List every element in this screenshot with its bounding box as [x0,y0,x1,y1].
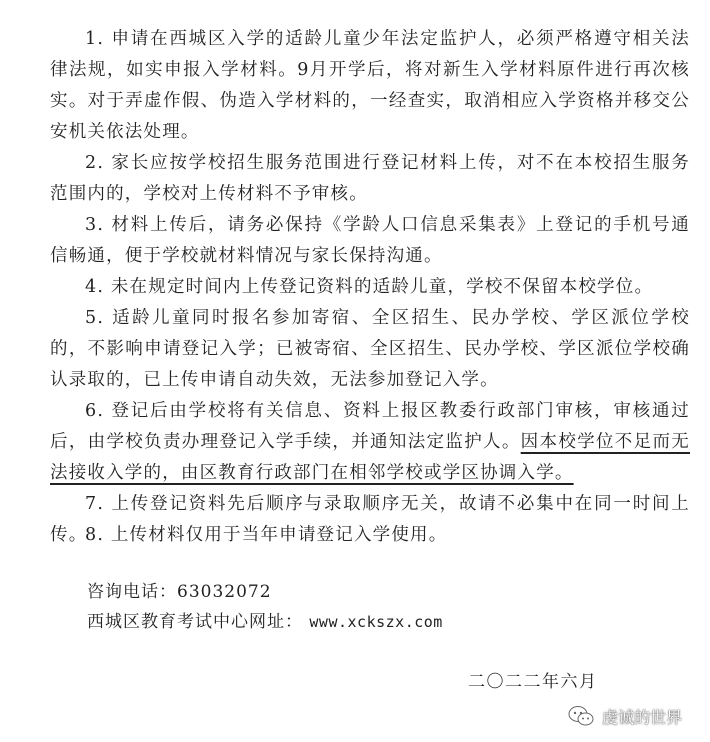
website-url[interactable]: www.xckszx.com [309,613,443,631]
paragraph-8 [50,520,690,551]
paragraph-5-text: 5. 适龄儿童同时报名参加寄宿、全区招生、民办学校、学区派位学校的，不影响申请登记入学；已被寄宿、全区招生、民办学校、学区派位学校确认录取的，已上传申请自动失效，无法参加登记入学。 [50,308,690,390]
paragraph-2 [50,148,690,210]
paragraph-3 [50,210,690,272]
paragraph-5 [50,303,690,396]
website-label: 西城区教育考试中心网址： [87,612,303,632]
paragraph-6 [50,396,690,489]
contact-phone [87,578,272,606]
document-date: 二〇二二年六月 [468,672,598,692]
wechat-icon [568,705,594,727]
paragraph-4-text: 4. 未在规定时间内上传登记资料的适龄儿童，学校不保留本校学位。 [85,277,654,297]
phone-label: 咨询电话： [87,582,177,602]
watermark-text: 虔诚的世界 [602,707,683,727]
paragraph-6-text: 6. 登记后由学校将有关信息、资料上报区教委行政部门审核，审核通过后，由学校负责办理登记入学手续，并通知法定监护人。 [50,401,690,452]
phone-number: 63032072 [177,582,272,602]
paragraph-4 [50,272,690,303]
paragraph-6-underlined-text: 因本校学位不足而无法接收入学的，由区教育行政部门在相邻学校或学区协调入学。 [50,432,690,483]
paragraph-2-text: 2. 家长应按学校招生服务范围进行登记材料上传，对不在本校招生服务范围内的，学校对上传材料不予审核。 [50,153,690,204]
contact-website [87,608,443,636]
paragraph-3-text: 3. 材料上传后，请务必保持《学龄人口信息采集表》上登记的手机号通信畅通，便于学校就材料情况与家长保持沟通。 [50,215,690,266]
paragraph-7-text: 7. 上传登记资料先后顺序与录取顺序无关，故请不必集中在同一时间上传。 [50,494,690,545]
watermark [568,702,682,730]
paragraph-1 [50,24,690,148]
paragraph-8-text: 8. 上传材料仅用于当年申请登记入学使用。 [85,525,448,545]
paragraph-1-text: 1. 申请在西城区入学的适龄儿童少年法定监护人，必须严格遵守相关法律法规，如实申报入学材料。9月开学后，将对新生入学材料原件进行再次核实。对于弄虚作假、伪造入学材料的，一经查实，取消相应入学资格并移交公安机关依法处理。 [50,29,690,142]
